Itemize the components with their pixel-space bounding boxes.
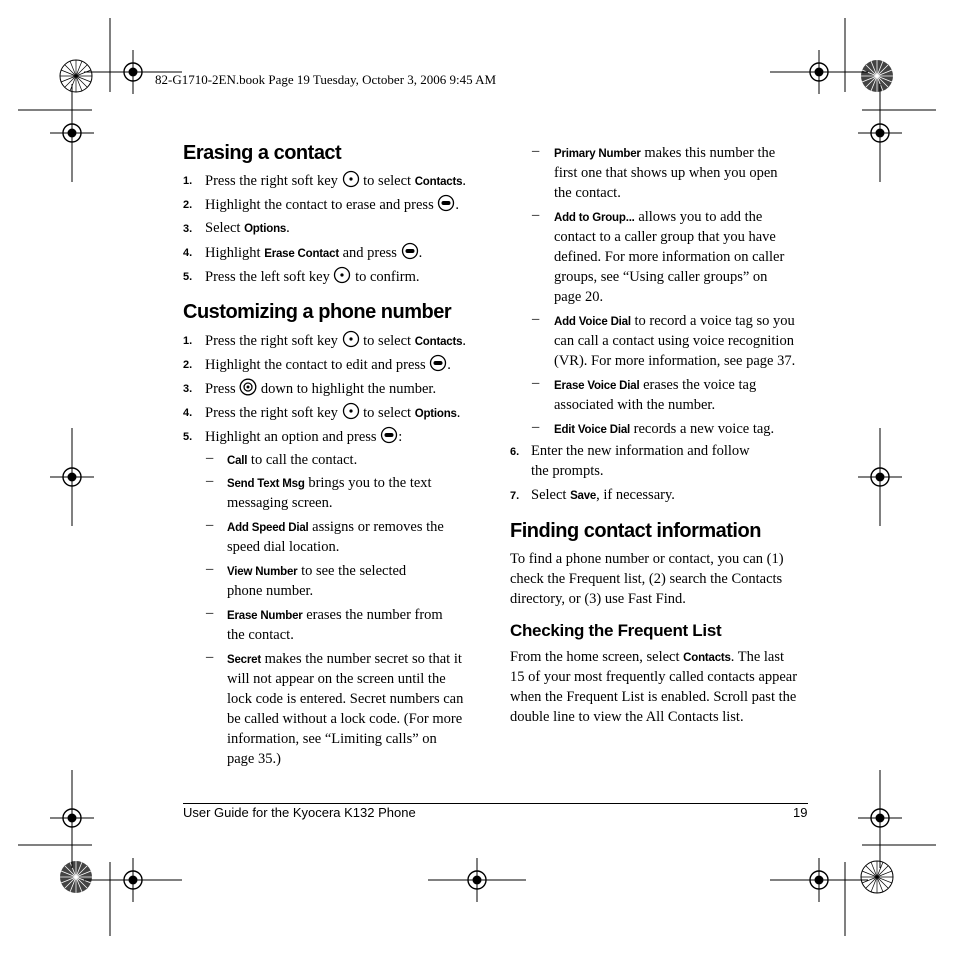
customizing-step-6-cont: the prompts. (531, 463, 604, 479)
option-secret-cont: will not appear on the screen until the (227, 671, 446, 687)
page-number: 19 (793, 805, 808, 820)
step-number: 4. (183, 247, 193, 259)
option-send-text-cont: messaging screen. (227, 495, 333, 511)
option-edit-voice-dial: Edit Voice Dial records a new voice tag. (554, 421, 775, 437)
frequent-paragraph: From the home screen, select Contacts. The last (510, 649, 785, 665)
step-number: 1. (183, 335, 193, 347)
step-number: 3. (183, 223, 193, 235)
bullet-dash: – (532, 207, 540, 223)
option-speed-dial-cont: speed dial location. (227, 539, 340, 555)
bullet-dash: – (532, 375, 540, 391)
option-add-voice-dial: Add Voice Dial to record a voice tag so you (554, 313, 795, 329)
customizing-step-7: Select Save, if necessary. (531, 487, 675, 503)
option-primary-number-cont: first one that shows up when you open (554, 165, 778, 181)
option-erase-number: Erase Number erases the number from (227, 607, 443, 623)
customizing-step-5: Highlight an option and press : (205, 426, 402, 447)
footer-title: User Guide for the Kyocera K132 Phone (183, 805, 416, 820)
softkey-icon (342, 170, 360, 188)
option-add-to-group-cont: contact to a caller group that you have (554, 229, 776, 245)
customizing-step-3: Press down to highlight the number. (205, 378, 436, 399)
step-number: 4. (183, 407, 193, 419)
footer-rule (183, 803, 808, 804)
option-speed-dial: Add Speed Dial assigns or removes the (227, 519, 444, 535)
step-number: 7. (510, 490, 520, 502)
subsection-title-frequent: Checking the Frequent List (510, 621, 722, 640)
bullet-dash: – (206, 605, 214, 621)
frequent-paragraph: when the Frequent List is enabled. Scroll past the (510, 689, 797, 705)
frequent-paragraph: double line to view the All Contacts list. (510, 709, 744, 725)
softkey-icon (342, 402, 360, 420)
erasing-step-4: Highlight Erase Contact and press . (205, 242, 422, 264)
option-erase-number-cont: the contact. (227, 627, 294, 643)
nav-key-icon (239, 378, 257, 396)
option-view-number: View Number to see the selected (227, 563, 407, 579)
finding-paragraph: directory, or (3) use Fast Find. (510, 591, 686, 607)
step-number: 2. (183, 199, 193, 211)
erasing-step-2: Highlight the contact to erase and press . (205, 194, 459, 215)
option-send-text: Send Text Msg brings you to the text (227, 475, 432, 491)
option-primary-number: Primary Number makes this number the (554, 145, 776, 161)
softkey-icon (333, 266, 351, 284)
erasing-step-3: Select Options. (205, 220, 290, 236)
frequent-paragraph: 15 of your most frequently called contacts appear (510, 669, 798, 685)
customizing-step-4: Press the right soft key to select Options. (205, 402, 460, 424)
step-number: 5. (183, 431, 193, 443)
option-add-to-group-cont: page 20. (554, 289, 604, 305)
ok-key-icon (380, 426, 398, 444)
bullet-dash: – (532, 143, 540, 159)
option-call: Call to call the contact. (227, 452, 358, 468)
step-number: 6. (510, 446, 520, 458)
option-secret-cont: be called without a lock code. (For more (227, 711, 463, 727)
erasing-step-5: Press the left soft key to confirm. (205, 266, 420, 287)
softkey-icon (342, 330, 360, 348)
bullet-dash: – (206, 517, 214, 533)
option-add-to-group-cont: groups, see “Using caller groups” on (554, 269, 768, 285)
option-secret-cont: information, see “Limiting calls” on (227, 731, 437, 747)
step-number: 3. (183, 383, 193, 395)
option-primary-number-cont: the contact. (554, 185, 621, 201)
section-title-finding: Finding contact information (510, 520, 761, 542)
ok-key-icon (401, 242, 419, 260)
finding-paragraph: To find a phone number or contact, you can (1) (510, 551, 784, 567)
ok-key-icon (437, 194, 455, 212)
bullet-dash: – (206, 649, 214, 665)
option-erase-voice-dial-cont: associated with the number. (554, 397, 716, 413)
option-secret-cont: page 35.) (227, 751, 281, 767)
bullet-dash: – (206, 561, 214, 577)
ok-key-icon (429, 354, 447, 372)
section-title-customizing: Customizing a phone number (183, 301, 452, 323)
step-number: 5. (183, 271, 193, 283)
option-secret: Secret makes the number secret so that it (227, 651, 462, 667)
section-title-erasing: Erasing a contact (183, 142, 342, 164)
customizing-step-2: Highlight the contact to edit and press . (205, 354, 451, 375)
step-number: 2. (183, 359, 193, 371)
bullet-dash: – (532, 311, 540, 327)
option-secret-cont: lock code is entered. Secret numbers can (227, 691, 464, 707)
option-add-to-group: Add to Group... allows you to add the (554, 209, 763, 225)
customizing-step-1: Press the right soft key to select Contacts. (205, 330, 466, 352)
finding-paragraph: check the Frequent list, (2) search the Contacts (510, 571, 783, 587)
erasing-step-1: Press the right soft key to select Contacts. (205, 170, 466, 192)
book-header: 82-G1710-2EN.book Page 19 Tuesday, October 3, 2006 9:45 AM (155, 72, 497, 87)
bullet-dash: – (532, 419, 540, 435)
customizing-step-6: Enter the new information and follow (531, 443, 750, 459)
option-view-number-cont: phone number. (227, 583, 314, 599)
option-add-voice-dial-cont: (VR). For more information, see page 37. (554, 353, 796, 369)
option-add-to-group-cont: defined. For more information on caller (554, 249, 785, 265)
option-erase-voice-dial: Erase Voice Dial erases the voice tag (554, 377, 757, 393)
bullet-dash: – (206, 450, 214, 466)
bullet-dash: – (206, 473, 214, 489)
option-add-voice-dial-cont: can call a contact using voice recognition (554, 333, 794, 349)
step-number: 1. (183, 175, 193, 187)
